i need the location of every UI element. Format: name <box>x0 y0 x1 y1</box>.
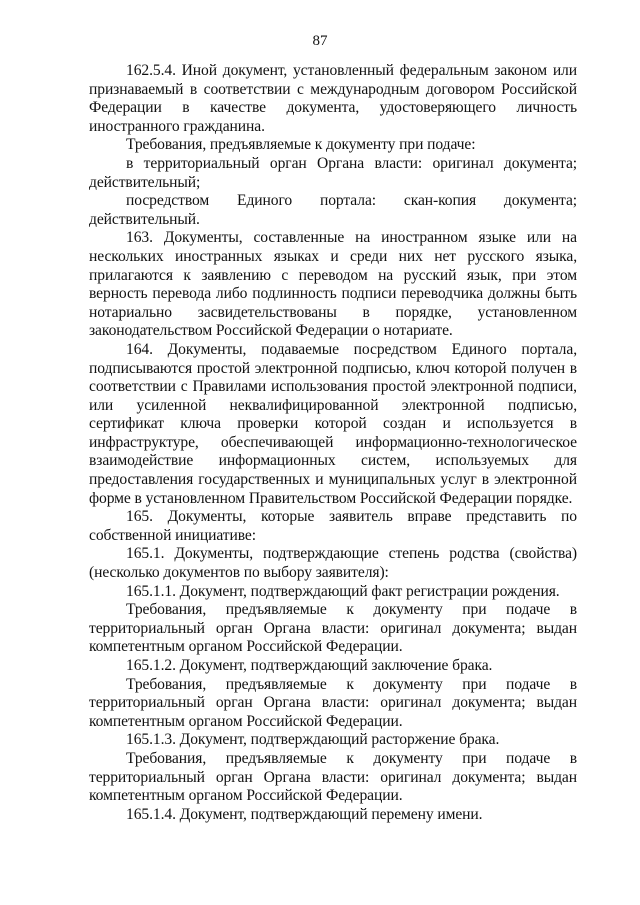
paragraph-163: 163. Документы, составленные на иностранном языке или на нескольких иностранных языках и среди них нет русского языка, прилагаются к заявлению с переводом на русский язык, при этом верность перевода либо подлинность подписи переводчика должны быть нотариально засвидетельствованы в порядке, установленном законодательством Российской Федерации о нотариате. <box>89 229 577 340</box>
paragraph-162-5-4: 162.5.4. Иной документ, установленный федеральным законом или признаваемый в соответствии с международным договором Российской Федерации в качестве документа, удостоверяющего личность иностранного гражданина. <box>89 62 577 135</box>
paragraph-requirements-1: Требования, предъявляемые к документу при подаче: <box>126 136 476 154</box>
paragraph-single-portal: посредством Единого портала: скан-копия документа; действительный. <box>89 192 577 228</box>
paragraph-165-1-2: 165.1.2. Документ, подтверждающий заключение брака. <box>126 657 493 674</box>
paragraph-territorial-organ-1: в территориальный орган Органа власти: оригинал документа; действительный; <box>89 154 577 191</box>
paragraph-165-1-3: 165.1.3. Документ, подтверждающий расторжение брака. <box>126 731 500 749</box>
paragraph-requirements-3: Требования, предъявляемые к документу при подаче в территориальный орган Органа власти: оригинал документа; выдан компетентным органом Российской Федерации. <box>89 675 577 730</box>
paragraph-requirements-2: Требования, предъявляемые к документу при подаче в территориальный орган Органа власти: оригинал документа; выдан компетентным органом Российской Федерации. <box>89 601 577 656</box>
document-body <box>89 62 577 824</box>
paragraph-requirements-4: Требования, предъявляемые к документу при подаче в территориальный орган Органа власти: оригинал документа; выдан компетентным органом Российской Федерации. <box>89 749 577 805</box>
paragraph-165-1: 165.1. Документы, подтверждающие степень родства (свойства) (несколько документов по выбору заявителя): <box>89 545 577 582</box>
paragraph-165: 165. Документы, которые заявитель вправе представить по собственной инициативе: <box>89 508 577 544</box>
paragraph-164: 164. Документы, подаваемые посредством Единого портала, подписываются простой электронной подписью, ключ которой получен в соответствии с Правилами использования простой электронной подписи, или усиленной неквалифицированной электронной подписью, сертификат ключа проверки которой создан и используется в инфраструктуре, обеспечивающей информационно-технологическое взаимодействие информационных систем, используемых для предоставления государственных и муниципальных услуг в электронной форме в установленном Правительством Российской Федерации порядке. <box>89 340 577 507</box>
paragraph-165-1-1: 165.1.1. Документ, подтверждающий факт регистрации рождения. <box>126 582 560 600</box>
page-number: 87 <box>312 33 328 49</box>
paragraph-165-1-4: 165.1.4. Документ, подтверждающий перемену имени. <box>126 805 483 823</box>
